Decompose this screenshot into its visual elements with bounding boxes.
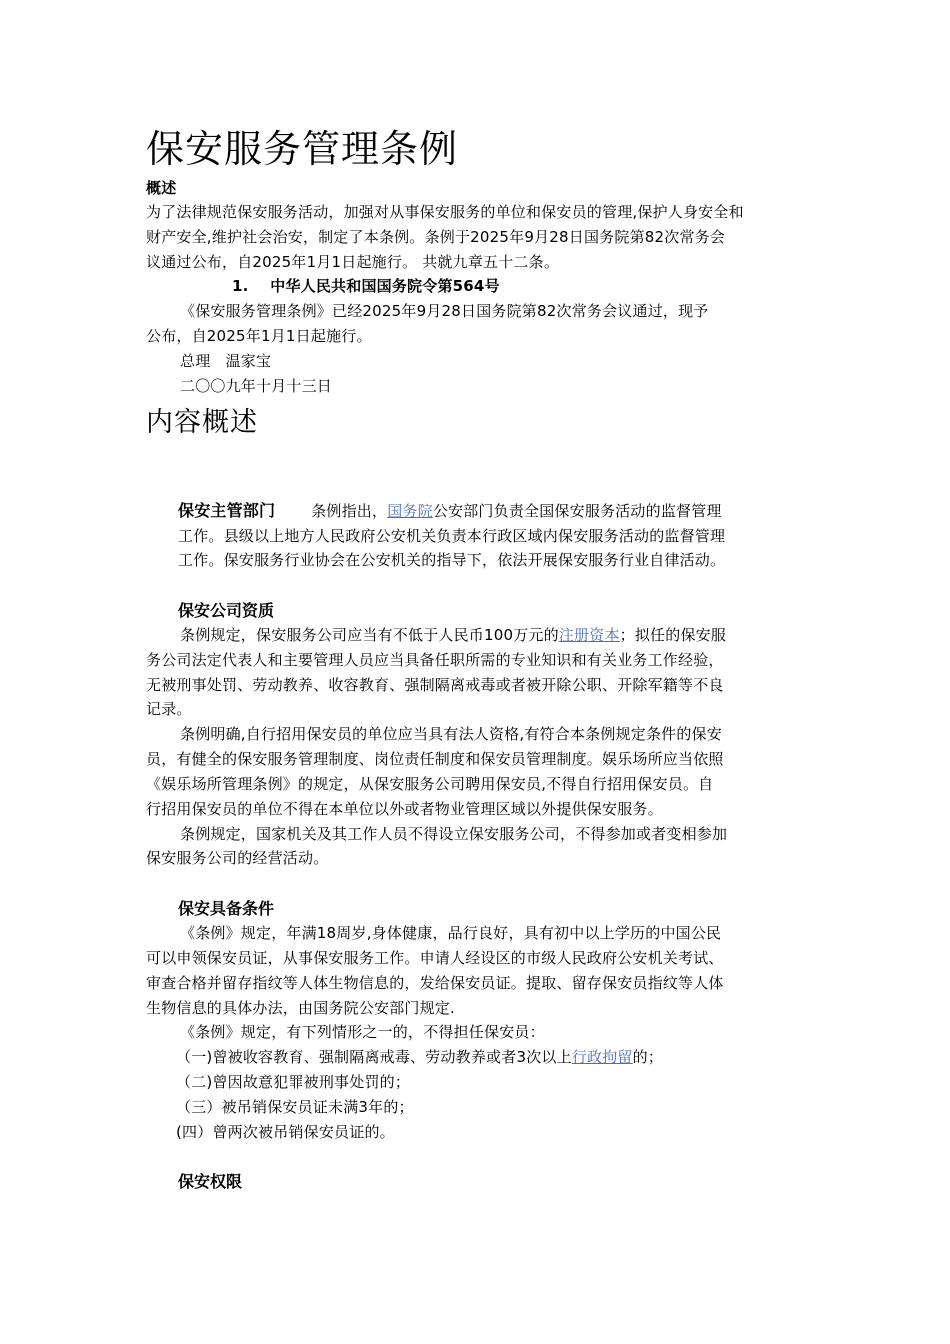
guowuyuan-link[interactable]: 国务院 — [387, 502, 433, 520]
company-line: 务公司法定代表人和主要管理人员应当具备任职所需的专业知识和有关业务工作经验， — [146, 651, 724, 669]
dept-line: 工作。县级以上地方人民政府公安机关负责本行政区域内保安服务活动的监督管理 — [178, 527, 726, 545]
company-p2-line: 《娱乐场所管理条例》的规定，从保安服务公司聘用保安员,不得自行招用保安员。自 — [146, 775, 714, 793]
page-title: 保安服务管理条例 — [146, 127, 459, 171]
company-text-post: ；拟任的保安服 — [619, 626, 727, 644]
overview-heading: 概述 — [146, 179, 177, 197]
company-text-pre: 条例规定，保安服务公司应当有不低于人民币100万元的 — [180, 626, 559, 644]
conditions-line: 生物信息的具体办法，由国务院公安部门规定. — [146, 999, 455, 1017]
conditions-heading: 保安具备条件 — [178, 899, 275, 918]
decree-line: 公布，自2025年1月1日起施行。 — [146, 327, 372, 345]
company-p3-line: 保安服务公司的经营活动。 — [146, 849, 329, 867]
company-line: 记录。 — [146, 700, 192, 718]
overview-line: 议通过公布，自2025年1月1日起施行。 共就九章五十二条。 — [146, 253, 560, 271]
company-line: 无被刑事处罚、劳动教养、收容教育、强制隔离戒毒或者被开除公职、开除军籍等不良 — [146, 676, 724, 694]
conditions-item-2: （二)曾因故意犯罪被刑事处罚的； — [176, 1073, 411, 1091]
dept-heading: 保安主管部门 — [178, 501, 276, 520]
authority-heading: 保安权限 — [178, 1172, 243, 1191]
conditions-line: 可以申领保安员证，从事保安服务工作。申请人经设区的市级人民政府公安机关考试、 — [146, 949, 724, 967]
conditions-p2: 《条例》规定，有下列情形之一的，不得担任保安员： — [180, 1023, 545, 1041]
administrative-detention-link[interactable]: 行政拘留 — [571, 1048, 633, 1066]
company-p2-line: 员，有健全的保安服务管理制度、岗位责任制度和保安员管理制度。娱乐场所应当依照 — [146, 750, 724, 768]
decree-title: 中华人民共和国国务院令第564号 — [270, 277, 500, 295]
company-first-line — [180, 623, 844, 647]
conditions-item-3: （三）被吊销保安员证未满3年的； — [176, 1098, 414, 1116]
dept-line: 工作。保安服务行业协会在公安机关的指导下，依法开展保安服务行业自律活动。 — [178, 551, 726, 569]
signature: 总理 温家宝 — [180, 352, 272, 370]
conditions-item-1 — [176, 1045, 840, 1069]
decree-line: 《保安服务管理条例》已经2025年9月28日国务院第82次常务会议通过，现予 — [180, 302, 709, 320]
conditions-line: 审查合格并留存指纹等人体生物信息的，发给保安员证。提取、留存保安员指纹等人体 — [146, 974, 724, 992]
decree-number: 1. — [232, 277, 249, 295]
content-heading: 内容概述 — [146, 407, 258, 438]
dept-text-post: 公安部门负责全国保安服务活动的监督管理 — [432, 502, 722, 520]
item1-text-post: 的； — [632, 1048, 664, 1066]
date: 二〇〇九年十月十三日 — [180, 377, 333, 395]
conditions-item-4: (四）曾两次被吊销保安员证的。 — [176, 1123, 395, 1141]
dept-text-pre: 条例指出， — [311, 502, 388, 520]
conditions-line: 《条例》规定，年满18周岁,身体健康，品行良好，具有初中以上学历的中国公民 — [180, 924, 722, 942]
overview-line: 为了法律规范保安服务活动，加强对从事保安服务的单位和保安员的管理,保护人身安全和 — [146, 203, 744, 221]
company-heading: 保安公司资质 — [178, 601, 275, 620]
company-p3-line: 条例规定，国家机关及其工作人员不得设立保安服务公司，不得参加或者变相参加 — [180, 825, 728, 843]
item1-text-pre: （一)曾被收容教育、强制隔离戒毒、劳动教养或者3次以上 — [176, 1048, 572, 1066]
company-p2-line: 条例明确,自行招用保安员的单位应当具有法人资格,有符合本条例规定条件的保安 — [180, 725, 722, 743]
registered-capital-link[interactable]: 注册资本 — [558, 626, 620, 644]
overview-line: 财产安全,维护社会治安，制定了本条例。条例于2025年9月28日国务院第82次常务会 — [146, 228, 726, 246]
dept-first-line — [178, 499, 842, 523]
decree-heading — [232, 274, 896, 298]
company-p2-line: 行招用保安员的单位不得在本单位以外或者物业管理区域以外提供保安服务。 — [146, 800, 663, 818]
